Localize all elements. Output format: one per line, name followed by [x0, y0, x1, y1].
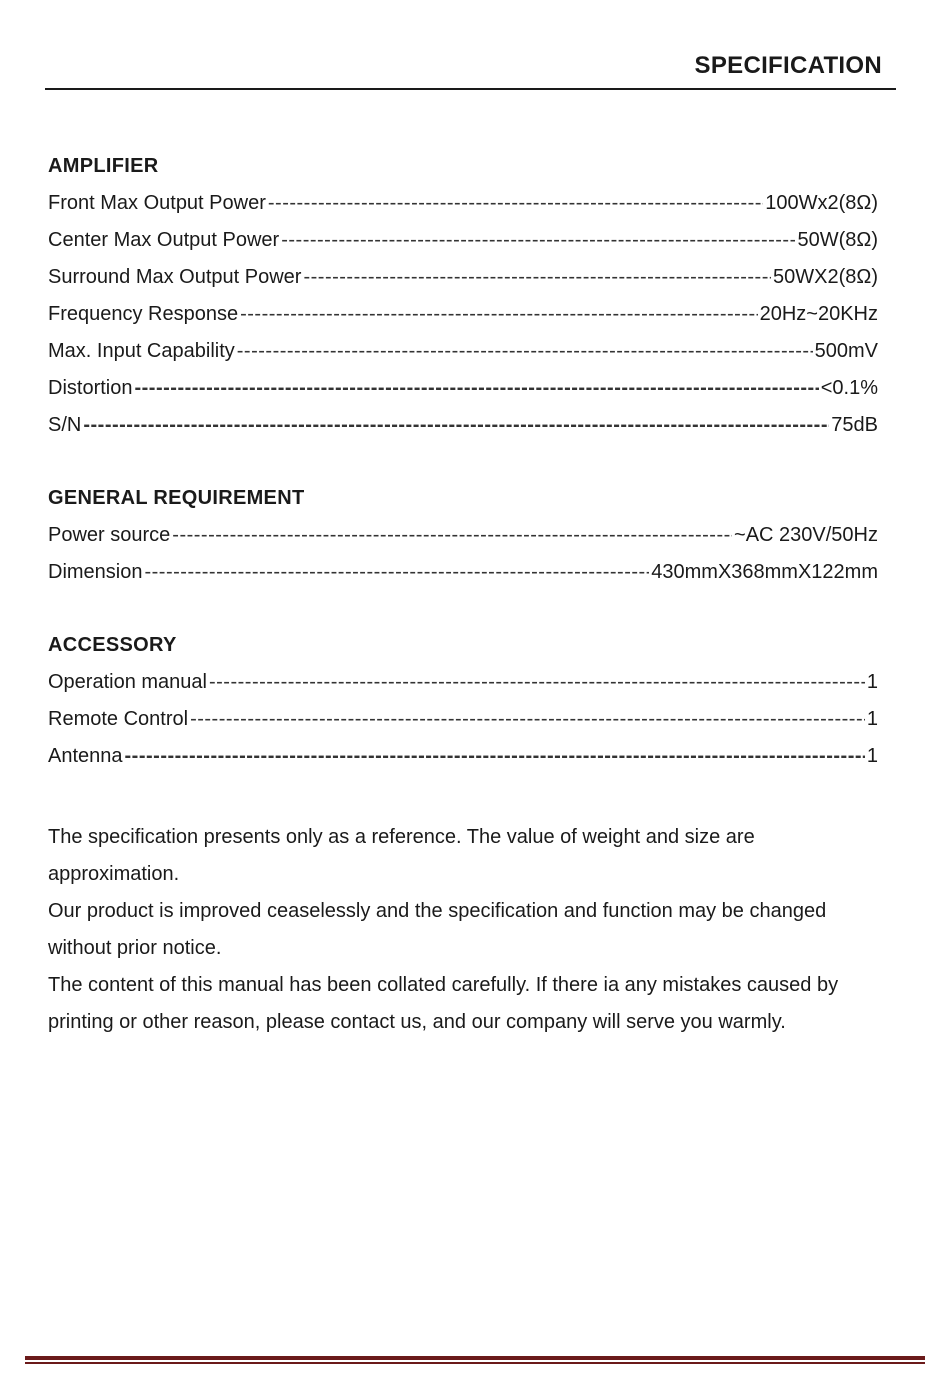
- spec-value: 50WX2(8Ω): [773, 266, 878, 288]
- spec-row: [48, 370, 884, 407]
- spec-value: 430mmX368mmX122mm: [651, 561, 878, 583]
- section-heading: ACCESSORY: [48, 634, 177, 656]
- section-heading: GENERAL REQUIREMENT: [48, 487, 305, 509]
- spec-row: [48, 738, 884, 775]
- spec-row: [48, 517, 884, 554]
- section-amplifier: [48, 148, 884, 444]
- spec-label: Max. Input Capability: [48, 340, 235, 362]
- dotted-leader: [144, 554, 649, 591]
- footer-rule-thin: [25, 1362, 925, 1364]
- footer-rule: [25, 1356, 925, 1360]
- dotted-leader: [125, 738, 865, 775]
- spec-label: S/N: [48, 414, 82, 436]
- spec-row: [48, 296, 884, 333]
- spec-row: [48, 701, 884, 738]
- spec-label: Surround Max Output Power: [48, 266, 302, 288]
- dotted-leader: [268, 185, 763, 222]
- dotted-leader: [303, 259, 771, 296]
- spec-row: [48, 407, 884, 444]
- spec-label: Frequency Response: [48, 303, 239, 325]
- spec-content: [48, 148, 884, 1041]
- section-heading: AMPLIFIER: [48, 155, 159, 177]
- spec-value: 1: [866, 671, 878, 693]
- dotted-leader: [209, 664, 865, 701]
- spec-row: [48, 259, 884, 296]
- spec-label: Antenna: [48, 745, 123, 767]
- spec-label: Center Max Output Power: [48, 229, 280, 251]
- spec-row: [48, 333, 884, 370]
- note-paragraph: The specification presents only as a reference. The value of weight and size are approximation.: [48, 826, 755, 885]
- spec-row: [48, 554, 884, 591]
- spec-value: 75dB: [831, 414, 878, 436]
- note-paragraph: The content of this manual has been collated carefully. If there ia any mistakes caused by printing or other reason, please contact us, and our company will serve you warmly.: [48, 974, 839, 1033]
- dotted-leader: [83, 407, 829, 444]
- note-paragraph: Our product is improved ceaselessly and the specification and function may be changed without prior notice.: [48, 900, 827, 959]
- section-accessory: [48, 627, 884, 775]
- section-general-requirement: [48, 480, 884, 591]
- spec-row: [48, 664, 884, 701]
- spec-label: Distortion: [48, 377, 133, 399]
- spec-label: Front Max Output Power: [48, 192, 266, 214]
- spec-value: 1: [866, 708, 878, 730]
- spec-row: [48, 185, 884, 222]
- dotted-leader: [281, 222, 795, 259]
- spec-value: 50W(8Ω): [797, 229, 878, 251]
- dotted-leader: [237, 333, 813, 370]
- page-header: [45, 50, 896, 90]
- spec-value: 500mV: [814, 340, 878, 362]
- spec-value: <0.1%: [820, 377, 878, 399]
- spec-label: Operation manual: [48, 671, 207, 693]
- spec-label: Power source: [48, 524, 171, 546]
- spec-value: 100Wx2(8Ω): [765, 192, 878, 214]
- spec-value: 1: [866, 745, 878, 767]
- disclaimer-notes: [48, 819, 884, 1041]
- spec-label: Remote Control: [48, 708, 189, 730]
- dotted-leader: [172, 517, 732, 554]
- dotted-leader: [190, 701, 865, 738]
- spec-label: Dimension: [48, 561, 143, 583]
- dotted-leader: [240, 296, 757, 333]
- spec-value: 20Hz~20KHz: [759, 303, 878, 325]
- spec-value: ~AC 230V/50Hz: [734, 524, 878, 546]
- dotted-leader: [134, 370, 818, 407]
- page-title: SPECIFICATION: [694, 52, 882, 79]
- spec-row: [48, 222, 884, 259]
